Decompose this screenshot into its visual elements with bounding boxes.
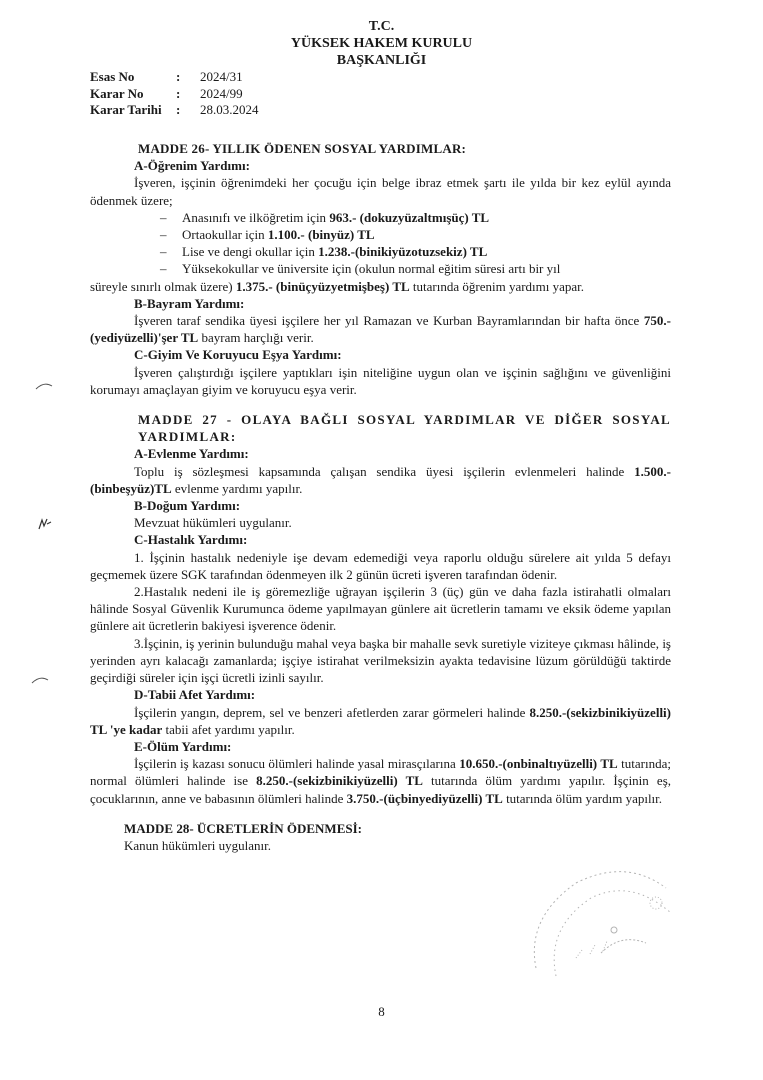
madde-26-b-title: B-Bayram Yardımı:: [134, 295, 245, 311]
margin-mark: [34, 380, 54, 392]
meta-sep: :: [176, 102, 181, 117]
meta-row-karar: [90, 86, 259, 103]
madde-26-c-title: C-Giyim Ve Koruyucu Eşya Yardımı:: [134, 347, 342, 363]
continuation-text: tutarında öğrenim yardımı yapar.: [409, 278, 585, 294]
para-text: tutarında ölüm yardım yapılır.: [502, 790, 663, 806]
seal-stamp: [506, 858, 686, 988]
para-amount: 3.750.-(üçbinyediyüzelli) TL: [346, 790, 503, 806]
handwritten-initials: [36, 516, 54, 532]
para-text: tabii afet yardımı yapılır.: [162, 721, 295, 737]
meta-sep: :: [176, 69, 181, 84]
madde-27-b-title: B-Doğum Yardımı:: [134, 498, 241, 514]
case-meta: [90, 69, 259, 119]
madde-28-title: MADDE 28- ÜCRETLERİN ÖDENMESİ:: [124, 820, 362, 836]
meta-key: Karar Tarihi: [90, 102, 162, 117]
madde-27-c-p3: 3.İşçinin, iş yerinin bulunduğu mahal veya başka bir mahalle sevk suretiyle viziteye çıkması hâlinde, iş yerinden ayrı kalacağı zamanlarda; işçiye istirahat verilmeksizin ayakta tedavisine lüzum görüldüğü taktirde geçirdiği süreler için işçi ücretli izinli sayılır.: [90, 635, 671, 686]
list-item: [160, 260, 671, 277]
list-dash: –: [160, 244, 167, 260]
list-dash: –: [160, 227, 167, 243]
para-text: İşveren taraf sendika üyesi işçilere her yıl Ramazan ve Kurban Bayramlarından bir hafta önce: [134, 313, 644, 329]
list-dash: –: [160, 261, 167, 277]
para-amount: 8.250.-(sekizbinikiyüzelli) TL 'ye kadar: [90, 704, 671, 737]
meta-key: Karar No: [90, 85, 144, 101]
meta-value: 2024/99: [200, 85, 243, 101]
madde-27-a-title: A-Evlenme Yardımı:: [134, 446, 249, 462]
para-amount: 750.-(yediyüzelli)'şer TL: [90, 313, 671, 346]
list-item: [160, 209, 671, 226]
list-item: [160, 243, 671, 260]
header-line-tc: T.C.: [368, 19, 395, 34]
header-line-institution: YÜKSEK HAKEM KURULU: [290, 36, 473, 51]
section-gap: [90, 807, 671, 820]
meta-row-esas: [90, 69, 259, 86]
madde-27-c-p1: 1. İşçinin hastalık nedeniyle işe devam edemediği veya raporlu olduğu sürelere ait yılda 5 defayı geçmemek üzere SGK tarafından ödenmeyen ilk 2 günün ücreti işveren tarafından ödenir.: [90, 549, 671, 582]
madde-28-text: Kanun hükümleri uygulanır.: [124, 837, 271, 853]
list-item-text: Yüksekokullar ve üniversite için (okulun normal eğitim süresi artı bir yıl: [182, 261, 561, 277]
meta-row-karar-tarihi: [90, 102, 259, 119]
list-dash: –: [160, 209, 167, 225]
madde-27-c-p2: 2.Hastalık nedeni ile iş göremezliğe uğrayan işçilerin 3 (üç) gün ve daha fazla istirahatli olmaları hâlinde Sosyal Güvenlik Kurumunca ödeme yapılmayan günlere ait ücretlerin tamamı ve eksik ödeme yapılan günlere ait ücretlerin bakiyesi işverence ödenir.: [90, 584, 671, 634]
header-line-office: BAŞKANLIĞI: [336, 53, 427, 68]
madde-26-title: MADDE 26- YILLIK ÖDENEN SOSYAL YARDIMLAR:: [138, 141, 467, 156]
madde-26-a-intro: İşveren, işçinin öğrenimdeki her çocuğu için belge ibraz etmek şartı ile yılda bir kez eylül ayında ödenmek üzere;: [90, 175, 671, 208]
list-item-amount: 963.- (dokuzyüzaltmışüç) TL: [329, 209, 490, 225]
para-text: İşçilerin yangın, deprem, sel ve benzeri afetlerden zarar görmeleri halinde: [134, 704, 530, 720]
list-item-text: Ortaokullar için: [182, 227, 268, 243]
list-item-text: Anasınıfı ve ilköğretim için: [182, 209, 330, 225]
madde-27-d-text: [90, 704, 671, 738]
madde-27-a-text: [90, 463, 671, 497]
document-body: [90, 140, 671, 854]
madde-26-a-title: A-Öğrenim Yardımı:: [134, 158, 250, 174]
para-amount: 8.250.-(sekizbinikiyüzelli) TL: [256, 773, 423, 789]
madde-27-d-title: D-Tabii Afet Yardımı:: [134, 687, 256, 703]
para-text: evlenme yardımı yapılır.: [171, 480, 303, 496]
madde-27-e-title: E-Ölüm Yardımı:: [134, 738, 232, 754]
meta-value: 28.03.2024: [200, 102, 259, 117]
para-amount: 1.500.-(binbeşyüz)TL: [90, 463, 671, 496]
list-item: [160, 226, 671, 243]
para-text: tutarında ölüm yardımı yapılır. İşçinin eş, çocuklarının, anne ve babasının ölümleri halinde: [90, 773, 672, 806]
list-item-text: Lise ve dengi okullar için: [182, 244, 319, 260]
list-item-amount: 1.238.-(binikiyüzotuzsekiz) TL: [318, 244, 488, 260]
madde-27-b-text: Mevzuat hükümleri uygulanır.: [134, 515, 292, 531]
madde-27-title: MADDE 27 - OLAYA BAĞLI SOSYAL YARDIMLAR VE DİĞER SOSYAL YARDIMLAR:: [138, 412, 671, 445]
para-text: Toplu iş sözleşmesi kapsamında çalışan sendika üyesi işçilerin evlenmeleri halinde: [134, 463, 635, 479]
madde-26-c-text: İşveren çalıştırdığı işçilere yaptıkları işin niteliğine uygun olan ve işçinin sağlığını ve güvenliğini korumayı amaçlayan giyim ve koruyucu eşya verir.: [90, 364, 671, 397]
meta-value: 2024/31: [200, 69, 243, 84]
list-item-continuation: [90, 278, 671, 295]
continuation-text: süreyle sınırlı olmak üzere): [90, 278, 236, 294]
continuation-amount: 1.375.- (binüçyüzyetmişbeş) TL: [235, 278, 410, 294]
madde-26-b-text: [90, 312, 671, 346]
para-text: bayram harçlığı verir.: [198, 330, 314, 346]
madde-27-c-title: C-Hastalık Yardımı:: [134, 532, 248, 548]
meta-key: Esas No: [90, 69, 135, 84]
para-amount: 10.650.-(onbinaltıyüzelli) TL: [459, 756, 618, 772]
section-gap: [90, 398, 671, 411]
list-item-amount: 1.100.- (binyüz) TL: [267, 227, 375, 243]
madde-27-e-text: [90, 755, 671, 807]
margin-mark: [30, 674, 50, 686]
meta-sep: :: [176, 85, 181, 101]
page-number: 8: [378, 1004, 385, 1019]
document-header: [0, 18, 763, 69]
para-text: İşçilerin iş kazası sonucu ölümleri halinde yasal mirasçılarına: [134, 756, 460, 772]
para-text: tutarında; normal ölümleri halinde ise: [90, 756, 672, 789]
